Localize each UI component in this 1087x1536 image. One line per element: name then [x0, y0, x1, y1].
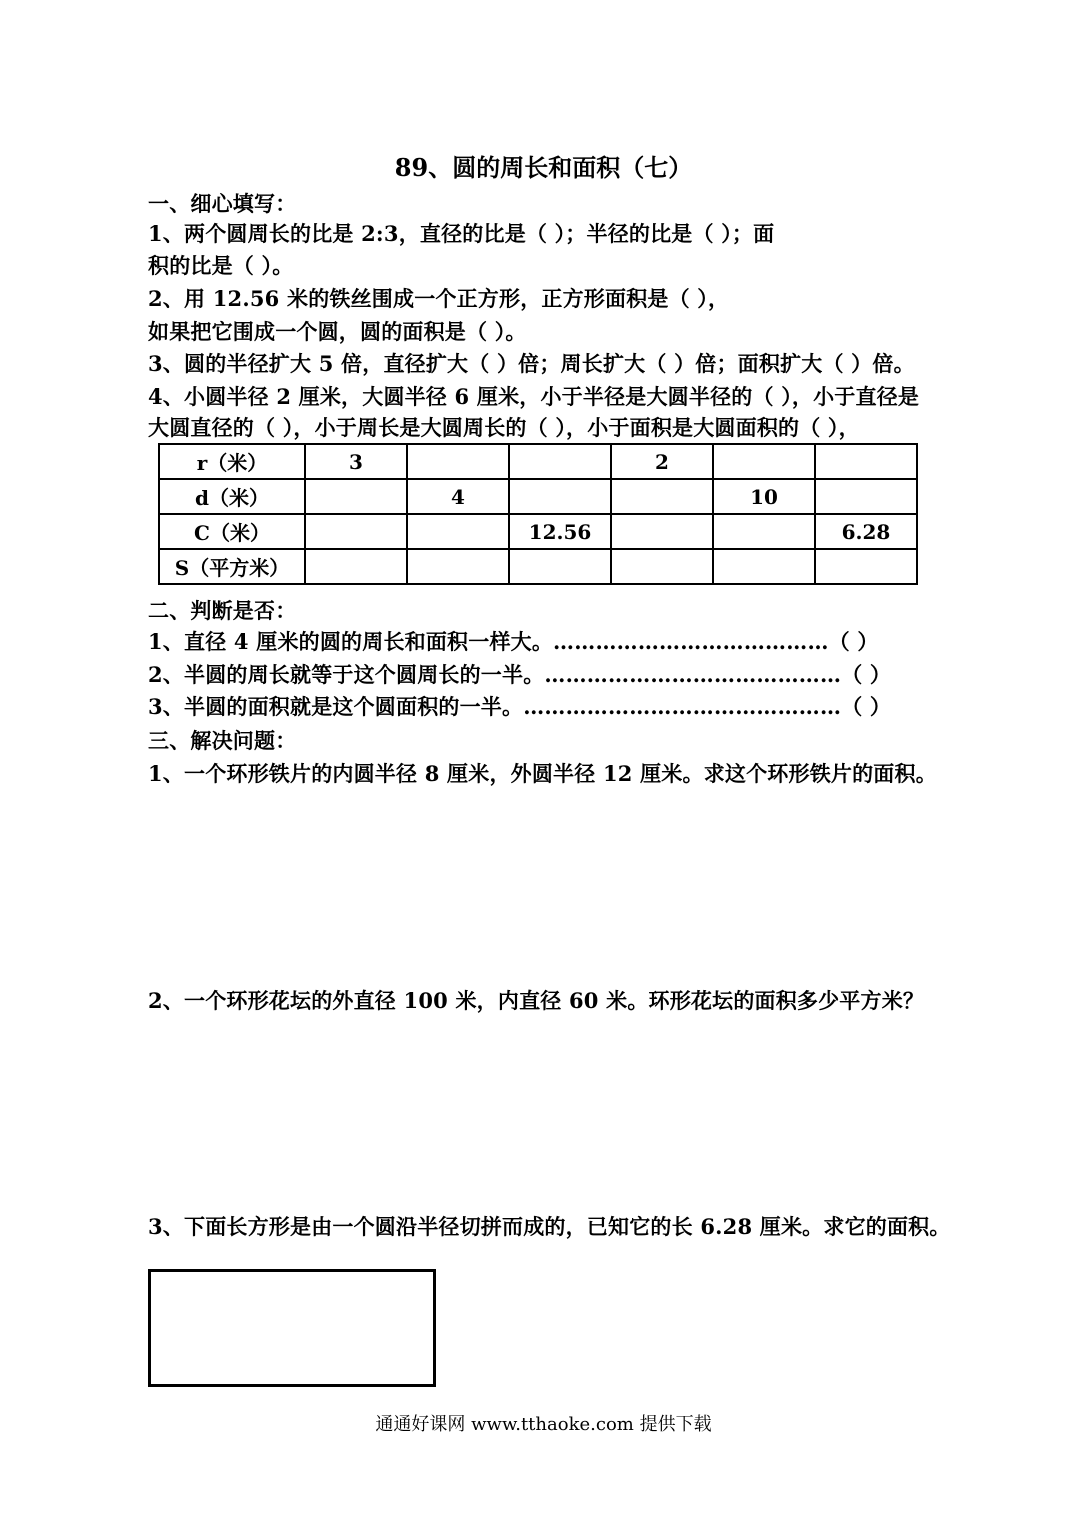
footer-credit: 通通好课网 www.tthaoke.com 提供下载: [375, 1414, 712, 1435]
table-cell: 3: [305, 444, 407, 479]
table-row-label: C（米）: [159, 514, 305, 549]
problem-1: 1、一个环形铁片的内圆半径 8 厘米，外圆半径 12 厘米。求这个环形铁片的面积。: [148, 761, 937, 786]
judge-item-3: 3、半圆的面积就是这个圆面积的一半。………………………………………（ ）: [148, 694, 892, 719]
table-cell: [611, 479, 713, 514]
question-1-line-1: 1、两个圆周长的比是 2:3，直径的比是（ ）；半径的比是（ ）；面: [148, 221, 775, 246]
problem-2: 2、一个环形花坛的外直径 100 米，内直径 60 米。环形花坛的面积多少平方米？: [148, 988, 925, 1013]
table-cell: [815, 444, 917, 479]
table-cell: 12.56: [509, 514, 611, 549]
table-cell: [509, 549, 611, 584]
table-row-label: S（平方米）: [159, 549, 305, 584]
question-1-line-2: 积的比是（ ）。: [148, 253, 294, 278]
judge-item-2: 2、半圆的周长就等于这个圆周长的一半。……………………………………（ ）: [148, 662, 892, 687]
table-cell: [305, 479, 407, 514]
problem-3: 3、下面长方形是由一个圆沿半径切拼而成的，已知它的长 6.28 厘米。求它的面积。: [148, 1214, 951, 1239]
section-judge-heading: 二、判断是否：: [148, 598, 297, 623]
table-cell: [509, 479, 611, 514]
circle-values-table: [158, 443, 918, 585]
rectangle-figure: [148, 1269, 436, 1387]
table-row-label: d（米）: [159, 479, 305, 514]
table-row: [159, 444, 917, 479]
table-cell: [815, 479, 917, 514]
question-3: 3、圆的半径扩大 5 倍，直径扩大（ ）倍；周长扩大（ ）倍；面积扩大（ ）倍。: [148, 351, 915, 376]
question-4-line-2: 大圆直径的（ ），小于周长是大圆周长的（ ），小于面积是大圆面积的（ ），: [148, 415, 860, 440]
judge-item-1: 1、直径 4 厘米的圆的周长和面积一样大。…………………………………（ ）: [148, 629, 879, 654]
table-row-label: r（米）: [159, 444, 305, 479]
table-row: [159, 549, 917, 584]
page-title: 89、圆的周长和面积（七）: [394, 153, 693, 182]
table-cell: [713, 444, 815, 479]
table-cell: 10: [713, 479, 815, 514]
table-cell: [509, 444, 611, 479]
table-cell: [713, 549, 815, 584]
section-fill-heading: 一、细心填写：: [148, 191, 297, 216]
table-cell: [407, 549, 509, 584]
table-cell: [713, 514, 815, 549]
table-row: [159, 514, 917, 549]
question-2-line-2: 如果把它围成一个圆，圆的面积是（ ）。: [148, 319, 527, 344]
table-row: [159, 479, 917, 514]
table-cell: [407, 514, 509, 549]
section-solve-heading: 三、解决问题：: [148, 728, 297, 753]
question-4-line-1: 4、小圆半径 2 厘米，大圆半径 6 厘米，小于半径是大圆半径的（ ），小于直径是: [148, 384, 920, 409]
table-cell: [611, 549, 713, 584]
table-cell: [611, 514, 713, 549]
table-cell: 4: [407, 479, 509, 514]
table-cell: [305, 549, 407, 584]
table-cell: [815, 549, 917, 584]
question-2-line-1: 2、用 12.56 米的铁丝围成一个正方形，正方形面积是（ ），: [148, 286, 730, 311]
table-cell: [305, 514, 407, 549]
table-cell: 6.28: [815, 514, 917, 549]
table-cell: 2: [611, 444, 713, 479]
table-cell: [407, 444, 509, 479]
